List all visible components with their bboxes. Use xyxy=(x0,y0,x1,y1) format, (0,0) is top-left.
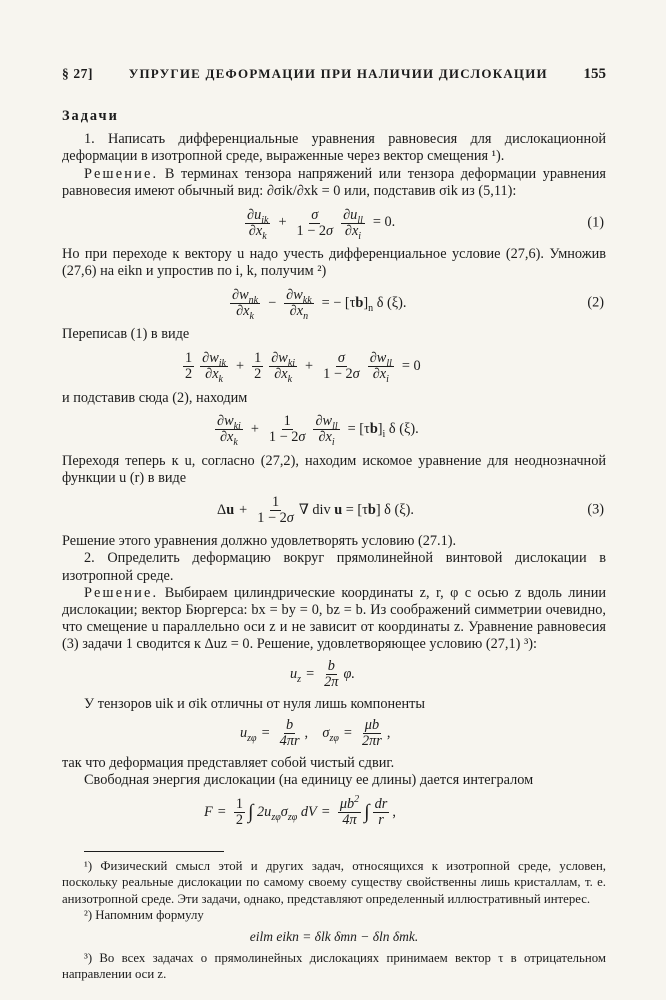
equation-1: $\frac{\partial u_{ik}}{\partial x_k}$ + $\frac{\sigma}{1 - 2\sigma}$ $\frac{\partial u_{ll}}{\partial x_i}$ = 0. (1) xyxy=(247,206,604,242)
equation-substituted: $\frac{\partial w_{ki}}{\partial x_k}$ + $\frac{1}{1 - 2\sigma}$ $\frac{\partial w_{ll}}{\partial x_i}$ = $[\tau b]_i$ δ (ξ). xyxy=(217,413,419,449)
task1-text-4: и подставив сюда (2), находим xyxy=(62,389,248,406)
section-ref: § 27] xyxy=(62,66,94,81)
page-body xyxy=(62,96,606,983)
task2-text-4: Свободная энергия дислокации (на единицу ее длины) дается интегралом xyxy=(84,772,534,789)
equation-3-tag: (3) xyxy=(587,501,604,518)
footnote-rule xyxy=(84,851,224,852)
task1-text-5: Переходя теперь к u, согласно (27,2), находим искомое уравнение для неоднозначной функции u (r) в виде xyxy=(62,452,606,487)
equation-2-tag: (2) xyxy=(587,294,604,311)
task1-solution-paragraph xyxy=(62,166,606,200)
equation-2: $\frac{\partial w_{nk}}{\partial x_k}$ − $\frac{\partial w_{kk}}{\partial x_n}$ = − $[\tau b]_n$ δ (ξ). (2) xyxy=(232,286,604,322)
equation-uz: $u_z$ = $\frac{b}{2\pi}$ φ. xyxy=(290,658,355,691)
page-number: 155 xyxy=(583,66,606,82)
task2-statement: 2. Определить деформацию вокруг прямолинейной винтовой дислокации в изотропной среде. xyxy=(62,550,606,584)
solution-label-2: Решение. xyxy=(84,584,159,601)
footnote-2-formula: eilm eikn = δlk δmn − δln δmk. xyxy=(249,929,419,945)
task2-text-2: У тензоров uik и σik отличны от нуля лишь компоненты xyxy=(84,695,425,712)
task2-solution-paragraph xyxy=(62,585,606,654)
task2-text-3: так что деформация представляет собой чистый сдвиг. xyxy=(62,754,395,771)
footnote-3: ³) Во всех задачах о прямолинейных дислокациях принимаем вектор τ в отрицательном направлении оси z. xyxy=(62,951,606,982)
task1-text-3: Переписав (1) в виде xyxy=(62,326,190,343)
running-title: УПРУГИЕ ДЕФОРМАЦИИ ПРИ НАЛИЧИИ ДИСЛОКАЦИИ xyxy=(128,66,548,81)
solution-label: Решение. xyxy=(84,165,159,182)
footnote-1: ¹) Физический смысл этой и других задач, относящихся к изотропной среде, условен, поскольку реальные дислокации по самому своему существу свойственны лишь кристаллам, т. е. анизотропной среде. Эти задачи, однако, представляют определенный иллюстративный интерес. xyxy=(62,859,606,906)
task1-text-6: Решение этого уравнения должно удовлетворять условию (27.1). xyxy=(62,533,457,550)
equation-free-energy: F = $\frac{1}{2}$ ∫ $2u_{z\varphi}\sigma_{z\varphi}$ dV = $\frac{\mu b^2}{4\pi}$ ∫ $\frac{dr}{r}$ , xyxy=(204,794,396,828)
section-title: Задачи xyxy=(62,108,119,124)
equation-1-rewritten: $\frac{1}{2}$ $\frac{\partial w_{ik}}{\partial x_k}$ + $\frac{1}{2}$ $\frac{\partial w_{ki}}{\partial x_k}$ + $\frac{\sigma}{1 - 2\sigma}$ $\frac{\partial w_{ll}}{\partial x_i}$ = 0 xyxy=(185,350,421,385)
equation-components: $u_{z\varphi}$ = $\frac{b}{4\pi r}$ , $\sigma_{z\varphi}$ = $\frac{\mu b}{2\pi r}$ , xyxy=(240,717,391,750)
task1-statement: 1. Написать дифференциальные уравнения равновесия для дислокационной деформации в изотропной среде, выраженные через вектор смещения ¹). xyxy=(62,131,606,165)
running-header xyxy=(62,66,606,83)
equation-3: Δu + $\frac{1}{1 - 2\sigma}$ ∇ div u = [τb] δ (ξ). (3) xyxy=(217,493,604,526)
task1-solution-text: В терминах тензора напряжений или тензора деформации уравнения равновесия имеют обычный вид: ∂σik/∂xk = 0 или, подставив σik из (5,11): xyxy=(62,165,606,199)
footnote-2: ²) Напомним формулу xyxy=(84,907,204,922)
task2-solution-text: Выбираем цилиндрические координаты z, r, φ с осью z вдоль линии дислокации; вектор Бюргерса: bx = by = 0, bz = b. Из соображений симметрии очевидно, что смещение u параллельно оси z и не зависит от координаты z. Уравнение равновесия (3) задачи 1 сводится к Δuz = 0. Решение, удовлетворяющее условию (27,1) ³): xyxy=(62,584,606,653)
equation-1-tag: (1) xyxy=(587,214,604,231)
task1-text-2: Но при переходе к вектору u надо учесть дифференциальное условие (27,6). Умножив (27,6) на eikn и упростив по i, k, получим ²) xyxy=(62,246,606,280)
